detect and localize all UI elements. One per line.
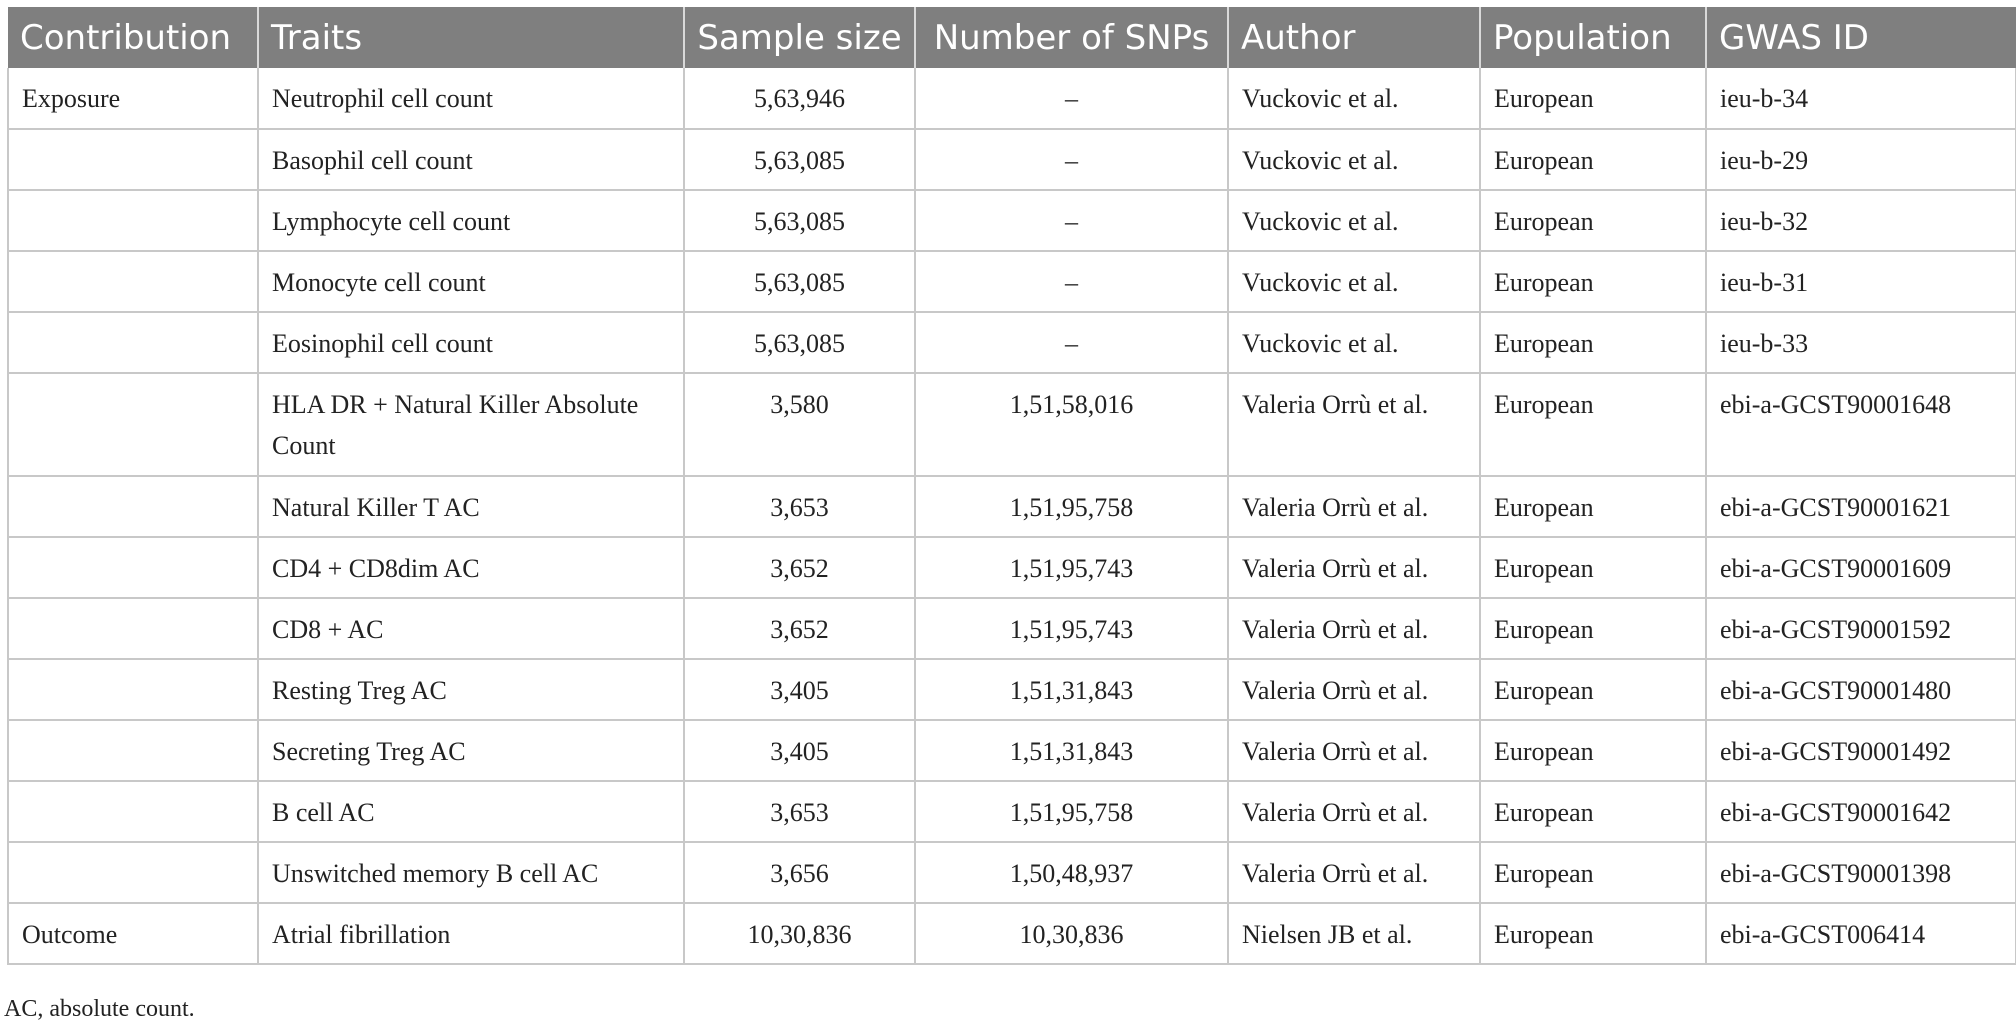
snp-count-cell: 1,50,48,937 xyxy=(915,842,1228,903)
population-cell: European xyxy=(1480,251,1706,312)
sample-size-cell: 3,653 xyxy=(684,781,915,842)
gwas-id-cell: ebi-a-GCST90001642 xyxy=(1706,781,2016,842)
contribution-cell: Outcome xyxy=(8,903,258,964)
author-cell: Valeria Orrù et al. xyxy=(1228,476,1480,537)
column-header-contribution: Contribution xyxy=(8,7,258,68)
sample-size-cell: 3,652 xyxy=(684,598,915,659)
gwas-id-cell: ebi-a-GCST90001398 xyxy=(1706,842,2016,903)
contribution-cell xyxy=(8,781,258,842)
contribution-cell xyxy=(8,251,258,312)
snp-count-cell: 1,51,31,843 xyxy=(915,720,1228,781)
population-cell: European xyxy=(1480,312,1706,373)
trait-cell: Unswitched memory B cell AC xyxy=(258,842,684,903)
gwas-id-cell: ieu-b-34 xyxy=(1706,68,2016,129)
table-row xyxy=(8,476,2016,537)
sample-size-cell: 3,580 xyxy=(684,373,915,476)
table-row xyxy=(8,598,2016,659)
trait-cell: Lymphocyte cell count xyxy=(258,190,684,251)
table-row xyxy=(8,68,2016,129)
trait-cell: Eosinophil cell count xyxy=(258,312,684,373)
gwas-id-cell: ebi-a-GCST90001609 xyxy=(1706,537,2016,598)
contribution-cell xyxy=(8,373,258,476)
population-cell: European xyxy=(1480,190,1706,251)
author-cell: Nielsen JB et al. xyxy=(1228,903,1480,964)
table-row xyxy=(8,373,2016,476)
snp-count-cell: – xyxy=(915,68,1228,129)
contribution-cell xyxy=(8,842,258,903)
column-header-traits: Traits xyxy=(258,7,684,68)
snp-count-cell: – xyxy=(915,312,1228,373)
snp-count-cell: – xyxy=(915,190,1228,251)
snp-count-cell: 1,51,95,758 xyxy=(915,781,1228,842)
author-cell: Valeria Orrù et al. xyxy=(1228,720,1480,781)
sample-size-cell: 3,405 xyxy=(684,659,915,720)
population-cell: European xyxy=(1480,537,1706,598)
author-cell: Valeria Orrù et al. xyxy=(1228,537,1480,598)
data-table xyxy=(7,7,2016,965)
table-row xyxy=(8,537,2016,598)
sample-size-cell: 3,405 xyxy=(684,720,915,781)
sample-size-cell: 5,63,085 xyxy=(684,190,915,251)
sample-size-cell: 3,652 xyxy=(684,537,915,598)
sample-size-cell: 3,653 xyxy=(684,476,915,537)
table-row xyxy=(8,190,2016,251)
sample-size-cell: 5,63,085 xyxy=(684,312,915,373)
author-cell: Vuckovic et al. xyxy=(1228,312,1480,373)
population-cell: European xyxy=(1480,781,1706,842)
sample-size-cell: 5,63,946 xyxy=(684,68,915,129)
trait-cell: Secreting Treg AC xyxy=(258,720,684,781)
snp-count-cell: 1,51,31,843 xyxy=(915,659,1228,720)
table-row xyxy=(8,129,2016,190)
population-cell: European xyxy=(1480,68,1706,129)
gwas-id-cell: ebi-a-GCST90001621 xyxy=(1706,476,2016,537)
contribution-cell xyxy=(8,312,258,373)
population-cell: European xyxy=(1480,842,1706,903)
contribution-cell xyxy=(8,190,258,251)
snp-count-cell: 1,51,95,758 xyxy=(915,476,1228,537)
table-row xyxy=(8,903,2016,964)
contribution-cell xyxy=(8,476,258,537)
trait-cell: CD4 + CD8dim AC xyxy=(258,537,684,598)
snp-count-cell: 1,51,95,743 xyxy=(915,598,1228,659)
gwas-id-cell: ebi-a-GCST90001492 xyxy=(1706,720,2016,781)
population-cell: European xyxy=(1480,476,1706,537)
author-cell: Vuckovic et al. xyxy=(1228,190,1480,251)
contribution-cell xyxy=(8,659,258,720)
gwas-id-cell: ieu-b-29 xyxy=(1706,129,2016,190)
trait-cell: Natural Killer T AC xyxy=(258,476,684,537)
author-cell: Valeria Orrù et al. xyxy=(1228,659,1480,720)
gwas-id-cell: ebi-a-GCST90001648 xyxy=(1706,373,2016,476)
population-cell: European xyxy=(1480,373,1706,476)
contribution-cell xyxy=(8,537,258,598)
trait-cell: Basophil cell count xyxy=(258,129,684,190)
gwas-id-cell: ieu-b-32 xyxy=(1706,190,2016,251)
contribution-cell xyxy=(8,129,258,190)
population-cell: European xyxy=(1480,598,1706,659)
table-row xyxy=(8,842,2016,903)
trait-cell: B cell AC xyxy=(258,781,684,842)
trait-cell: Atrial fibrillation xyxy=(258,903,684,964)
trait-cell: CD8 + AC xyxy=(258,598,684,659)
author-cell: Valeria Orrù et al. xyxy=(1228,373,1480,476)
population-cell: European xyxy=(1480,129,1706,190)
snp-count-cell: 1,51,58,016 xyxy=(915,373,1228,476)
author-cell: Valeria Orrù et al. xyxy=(1228,598,1480,659)
sample-size-cell: 5,63,085 xyxy=(684,129,915,190)
gwas-id-cell: ebi-a-GCST90001480 xyxy=(1706,659,2016,720)
table-row xyxy=(8,720,2016,781)
gwas-id-cell: ebi-a-GCST006414 xyxy=(1706,903,2016,964)
snp-count-cell: – xyxy=(915,129,1228,190)
table-row xyxy=(8,781,2016,842)
author-cell: Vuckovic et al. xyxy=(1228,129,1480,190)
column-header-gwas-id: GWAS ID xyxy=(1706,7,2016,68)
contribution-cell xyxy=(8,598,258,659)
population-cell: European xyxy=(1480,659,1706,720)
table-header-row xyxy=(8,7,2016,68)
gwas-id-cell: ebi-a-GCST90001592 xyxy=(1706,598,2016,659)
author-cell: Vuckovic et al. xyxy=(1228,251,1480,312)
gwas-id-cell: ieu-b-33 xyxy=(1706,312,2016,373)
snp-count-cell: 10,30,836 xyxy=(915,903,1228,964)
trait-cell: Neutrophil cell count xyxy=(258,68,684,129)
contribution-cell xyxy=(8,720,258,781)
table-row xyxy=(8,659,2016,720)
table-row xyxy=(8,312,2016,373)
snp-count-cell: – xyxy=(915,251,1228,312)
column-header-author: Author xyxy=(1228,7,1480,68)
author-cell: Valeria Orrù et al. xyxy=(1228,781,1480,842)
snp-count-cell: 1,51,95,743 xyxy=(915,537,1228,598)
sample-size-cell: 10,30,836 xyxy=(684,903,915,964)
column-header-sample-size: Sample size xyxy=(684,7,915,68)
trait-cell: Resting Treg AC xyxy=(258,659,684,720)
population-cell: European xyxy=(1480,720,1706,781)
contribution-cell: Exposure xyxy=(8,68,258,129)
sample-size-cell: 3,656 xyxy=(684,842,915,903)
column-header-number-of-snps: Number of SNPs xyxy=(915,7,1228,68)
author-cell: Vuckovic et al. xyxy=(1228,68,1480,129)
population-cell: European xyxy=(1480,903,1706,964)
trait-cell: HLA DR + Natural Killer Absolute Count xyxy=(258,373,684,476)
trait-cell: Monocyte cell count xyxy=(258,251,684,312)
column-header-population: Population xyxy=(1480,7,1706,68)
gwas-id-cell: ieu-b-31 xyxy=(1706,251,2016,312)
table-row xyxy=(8,251,2016,312)
sample-size-cell: 5,63,085 xyxy=(684,251,915,312)
table-footnote: AC, absolute count. xyxy=(4,996,195,1022)
author-cell: Valeria Orrù et al. xyxy=(1228,842,1480,903)
